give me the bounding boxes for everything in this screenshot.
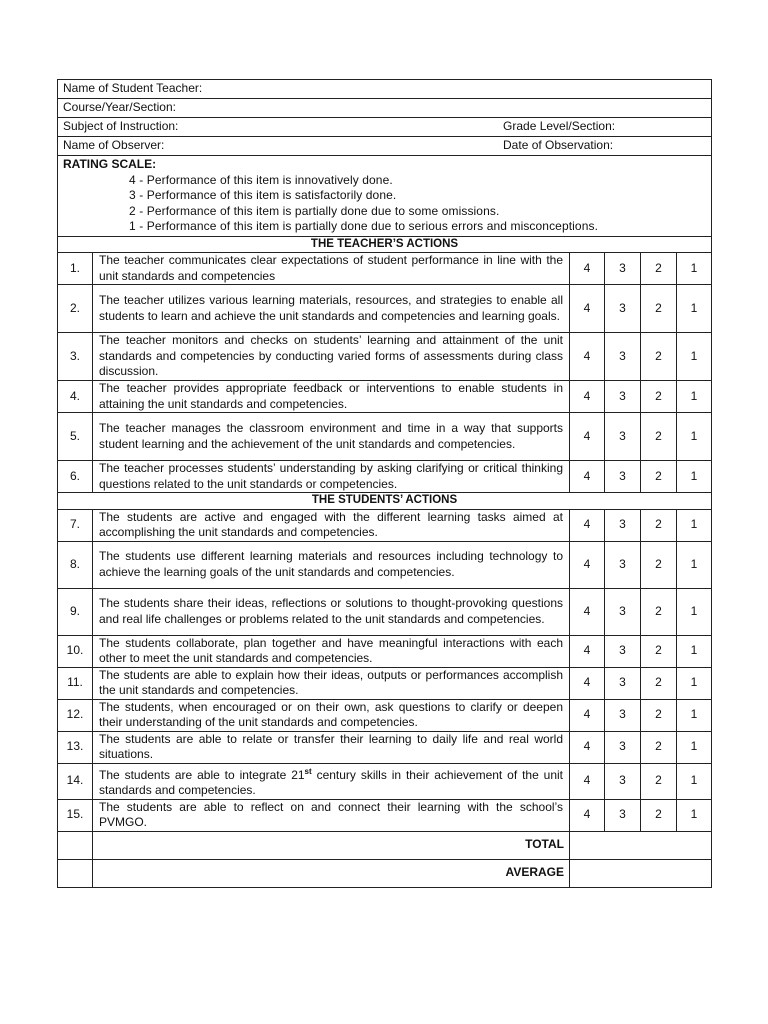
- item-description: The students share their ideas, reflections or solutions to thought-provoking questions and real life challenges or problems related to the unit standards and competencies.: [93, 588, 570, 635]
- rating-option-3[interactable]: 3: [605, 253, 641, 285]
- rating-option-3[interactable]: 3: [605, 667, 641, 699]
- item-description: The teacher communicates clear expectations of student performance in line with the unit standards and competencies: [93, 253, 570, 285]
- item-number: 10.: [58, 635, 93, 667]
- students-actions-heading: THE STUDENTS’ ACTIONS: [58, 493, 712, 510]
- item-row: [58, 763, 712, 799]
- item-description: The teacher monitors and checks on students’ learning and attainment of the unit standards and competencies by conducting varied forms of assessments during class discussion.: [93, 333, 570, 381]
- rating-scale-level: 2 - Performance of this item is partially done due to some omissions.: [129, 203, 500, 218]
- teacher-actions-heading: THE TEACHER’S ACTIONS: [58, 236, 712, 253]
- rating-scale-title: RATING SCALE:: [63, 157, 157, 171]
- item-description: [93, 763, 570, 799]
- rating-option-4[interactable]: 4: [570, 731, 605, 763]
- observation-form: [57, 79, 712, 888]
- rating-option-3[interactable]: 3: [605, 413, 641, 461]
- rating-option-1[interactable]: 1: [677, 333, 712, 381]
- rating-option-4[interactable]: 4: [570, 413, 605, 461]
- item-number: 7.: [58, 509, 93, 541]
- item-description: The students are able to relate or transfer their learning to daily life and real world situations.: [93, 731, 570, 763]
- item-number: 9.: [58, 588, 93, 635]
- rating-option-2[interactable]: 2: [641, 541, 677, 588]
- item-description: The students collaborate, plan together and have meaningful interactions with each other to meet the unit standards and competencies.: [93, 635, 570, 667]
- observer-date-row[interactable]: [58, 137, 712, 156]
- item-description: The students use different learning materials and resources including technology to achieve the learning goals of the unit standards and competencies.: [93, 541, 570, 588]
- average-value-cell[interactable]: [570, 859, 712, 887]
- rating-option-1[interactable]: 1: [677, 667, 712, 699]
- rating-option-3[interactable]: 3: [605, 635, 641, 667]
- rating-option-2[interactable]: 2: [641, 588, 677, 635]
- subject-label: Subject of Instruction:: [63, 119, 179, 134]
- item-row: [58, 731, 712, 763]
- rating-option-2[interactable]: 2: [641, 461, 677, 493]
- rating-option-1[interactable]: 1: [677, 541, 712, 588]
- rating-option-3[interactable]: 3: [605, 333, 641, 381]
- rating-option-2[interactable]: 2: [641, 285, 677, 333]
- rating-option-4[interactable]: 4: [570, 588, 605, 635]
- item-text-part: The students are able to integrate 21: [99, 767, 305, 782]
- item-number: 14.: [58, 763, 93, 799]
- item-number: 3.: [58, 333, 93, 381]
- rating-option-3[interactable]: 3: [605, 763, 641, 799]
- item-number: 2.: [58, 285, 93, 333]
- rating-option-2[interactable]: 2: [641, 381, 677, 413]
- item-description: The students, when encouraged or on their own, ask questions to clarify or deepen their understanding of the unit standards and competencies.: [93, 699, 570, 731]
- item-number: 4.: [58, 381, 93, 413]
- item-row: [58, 509, 712, 541]
- rating-option-1[interactable]: 1: [677, 461, 712, 493]
- item-row: [58, 667, 712, 699]
- item-row: [58, 253, 712, 285]
- rating-option-4[interactable]: 4: [570, 333, 605, 381]
- rating-option-2[interactable]: 2: [641, 333, 677, 381]
- rating-option-1[interactable]: 1: [677, 381, 712, 413]
- rating-option-1[interactable]: 1: [677, 763, 712, 799]
- rating-option-4[interactable]: 4: [570, 509, 605, 541]
- average-label: AVERAGE: [93, 859, 570, 887]
- item-row: [58, 285, 712, 333]
- item-row: [58, 635, 712, 667]
- item-row: [58, 699, 712, 731]
- rating-option-3[interactable]: 3: [605, 509, 641, 541]
- item-row: [58, 588, 712, 635]
- item-number: 1.: [58, 253, 93, 285]
- total-num-cell: [58, 831, 93, 859]
- rating-option-4[interactable]: 4: [570, 253, 605, 285]
- rating-option-1[interactable]: 1: [677, 699, 712, 731]
- rating-scale-level: 4 - Performance of this item is innovatively done.: [129, 172, 393, 187]
- item-number: 6.: [58, 461, 93, 493]
- item-row: [58, 413, 712, 461]
- average-num-cell: [58, 859, 93, 887]
- rating-scale-list: [63, 173, 706, 235]
- rating-option-1[interactable]: 1: [677, 635, 712, 667]
- rating-option-1[interactable]: 1: [677, 413, 712, 461]
- rating-option-3[interactable]: 3: [605, 285, 641, 333]
- item-row: [58, 799, 712, 831]
- date-observation-label: Date of Observation:: [503, 138, 614, 153]
- rating-option-2[interactable]: 2: [641, 731, 677, 763]
- item-row: [58, 541, 712, 588]
- rating-option-3[interactable]: 3: [605, 731, 641, 763]
- rating-option-4[interactable]: 4: [570, 635, 605, 667]
- item-number: 8.: [58, 541, 93, 588]
- item-text-part: century skills in their achievement of the unit standards and competencies.: [99, 767, 563, 797]
- total-label: TOTAL: [93, 831, 570, 859]
- item-description: The teacher provides appropriate feedback or interventions to enable students in attaining the unit standards and competencies.: [93, 381, 570, 413]
- item-description: The students are able to reflect on and connect their learning with the school’s PVMGO.: [93, 799, 570, 831]
- total-value-cell[interactable]: [570, 831, 712, 859]
- rating-option-2[interactable]: 2: [641, 635, 677, 667]
- rating-option-4[interactable]: 4: [570, 285, 605, 333]
- rating-option-1[interactable]: 1: [677, 285, 712, 333]
- item-row: [58, 461, 712, 493]
- rating-option-4[interactable]: 4: [570, 381, 605, 413]
- rating-option-1[interactable]: 1: [677, 731, 712, 763]
- item-number: 12.: [58, 699, 93, 731]
- rating-option-2[interactable]: 2: [641, 667, 677, 699]
- rating-scale-level: 3 - Performance of this item is satisfactorily done.: [129, 188, 397, 202]
- rating-scale-block: [58, 156, 712, 237]
- item-number: 5.: [58, 413, 93, 461]
- rating-option-4[interactable]: 4: [570, 541, 605, 588]
- rating-option-1[interactable]: 1: [677, 588, 712, 635]
- rating-option-2[interactable]: 2: [641, 699, 677, 731]
- item-description: The teacher manages the classroom environment and time in a way that supports student learning and the achievement of the unit standards and competencies.: [93, 413, 570, 461]
- item-description: The teacher processes students’ understanding by asking clarifying or critical thinking questions related to the unit standards or competencies.: [93, 461, 570, 493]
- rating-scale-level: 1 - Performance of this item is partially done due to serious errors and misconceptions.: [129, 219, 599, 233]
- rating-option-3[interactable]: 3: [605, 799, 641, 831]
- item-description: The students are active and engaged with the different learning tasks aimed at accomplishing the unit standards and competencies.: [93, 509, 570, 541]
- rating-option-2[interactable]: 2: [641, 253, 677, 285]
- rating-option-1[interactable]: 1: [677, 253, 712, 285]
- rating-option-2[interactable]: 2: [641, 509, 677, 541]
- rating-option-1[interactable]: 1: [677, 509, 712, 541]
- item-row: [58, 333, 712, 381]
- rating-option-1[interactable]: 1: [677, 799, 712, 831]
- course-year-section-field[interactable]: [58, 99, 712, 118]
- rating-option-2[interactable]: 2: [641, 763, 677, 799]
- rating-option-3[interactable]: 3: [605, 588, 641, 635]
- rating-option-3[interactable]: 3: [605, 699, 641, 731]
- item-number: 13.: [58, 731, 93, 763]
- student-teacher-label: Name of Student Teacher:: [63, 81, 203, 96]
- rating-option-3[interactable]: 3: [605, 541, 641, 588]
- item-description: The students are able to explain how their ideas, outputs or performances accomplish the unit standards and competencies.: [93, 667, 570, 699]
- course-year-section-label: Course/Year/Section:: [63, 100, 176, 115]
- item-number: 11.: [58, 667, 93, 699]
- rating-option-2[interactable]: 2: [641, 799, 677, 831]
- rating-option-4[interactable]: 4: [570, 763, 605, 799]
- observer-label: Name of Observer:: [63, 138, 165, 153]
- grade-level-label: Grade Level/Section:: [503, 119, 616, 134]
- item-row: [58, 381, 712, 413]
- rating-option-4[interactable]: 4: [570, 699, 605, 731]
- item-description: The teacher utilizes various learning materials, resources, and strategies to enable all students to learn and achieve the unit standards and competencies and learning goals.: [93, 285, 570, 333]
- rating-option-3[interactable]: 3: [605, 381, 641, 413]
- item-superscript: st: [304, 766, 312, 776]
- rating-option-4[interactable]: 4: [570, 799, 605, 831]
- item-number: 15.: [58, 799, 93, 831]
- rating-option-4[interactable]: 4: [570, 461, 605, 493]
- rating-option-3[interactable]: 3: [605, 461, 641, 493]
- rating-option-2[interactable]: 2: [641, 413, 677, 461]
- subject-grade-row[interactable]: [58, 118, 712, 137]
- rating-option-4[interactable]: 4: [570, 667, 605, 699]
- student-teacher-field[interactable]: [58, 80, 712, 99]
